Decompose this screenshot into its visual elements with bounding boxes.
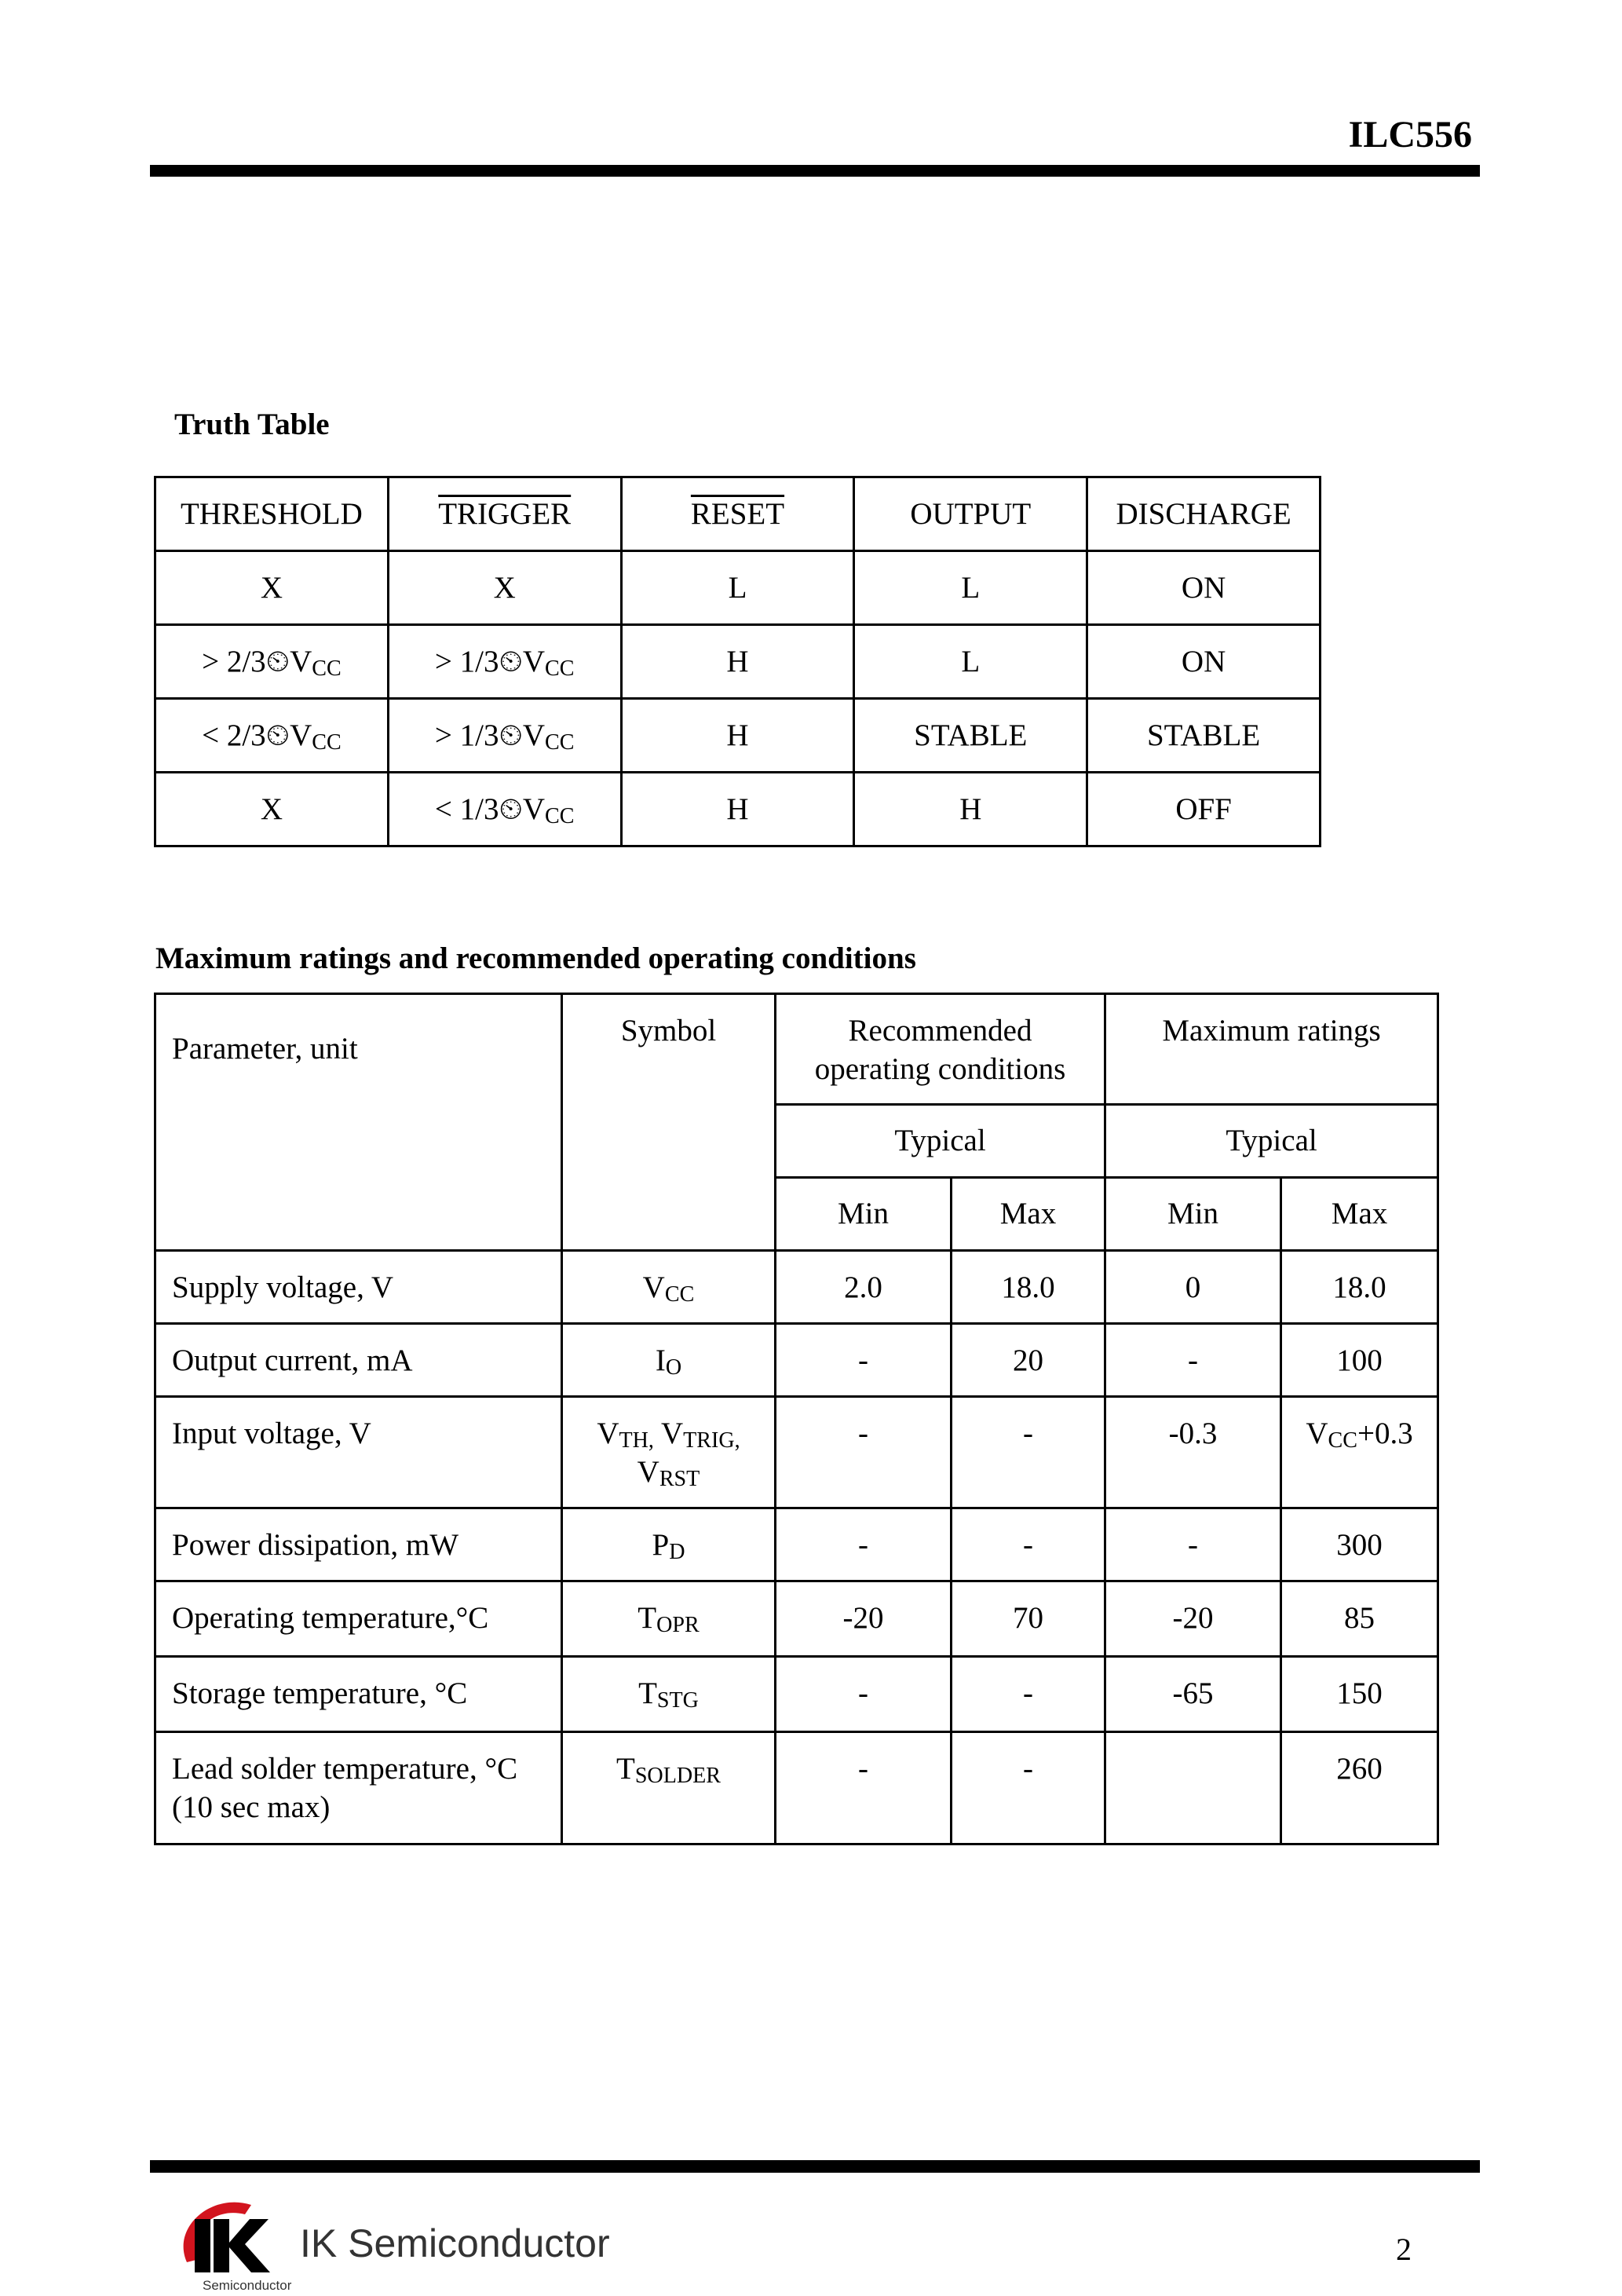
max-max-subscript: CC bbox=[1328, 1428, 1357, 1453]
header-maximum: Maximum ratings bbox=[1105, 994, 1438, 1105]
rec-min-cell: - bbox=[776, 1732, 952, 1844]
logo-i-glyph bbox=[195, 2219, 210, 2272]
max-min-cell: -65 bbox=[1105, 1657, 1281, 1732]
header-maximum-typical: Typical bbox=[1105, 1105, 1438, 1178]
rec-min-cell: - bbox=[776, 1397, 952, 1508]
parameter-line: (10 sec max) bbox=[172, 1790, 331, 1824]
reset-cell: H bbox=[621, 699, 854, 773]
threshold-cell bbox=[155, 625, 389, 699]
rec-max-cell: 20 bbox=[952, 1324, 1105, 1397]
symbol-cell bbox=[562, 1251, 776, 1324]
header-reset bbox=[621, 477, 854, 551]
symbol-subscript: TRIG, bbox=[683, 1428, 740, 1453]
table-row bbox=[155, 1251, 1438, 1324]
symbol-subscript: OPR bbox=[656, 1613, 700, 1638]
parameter-cell: Supply voltage, V bbox=[155, 1251, 562, 1324]
header-discharge: DISCHARGE bbox=[1087, 477, 1321, 551]
parameter-cell: Output current, mA bbox=[155, 1324, 562, 1397]
header-parameter: Parameter, unit bbox=[155, 994, 562, 1251]
symbol-value: V bbox=[653, 1417, 684, 1450]
symbol-cell bbox=[562, 1732, 776, 1844]
table-row bbox=[155, 699, 1321, 773]
header-recommended-typical: Typical bbox=[776, 1105, 1105, 1178]
symbol-value: V bbox=[637, 1454, 659, 1489]
symbol-value: T bbox=[616, 1752, 635, 1786]
parameter-cell: Operating temperature,°C bbox=[155, 1581, 562, 1657]
symbol-value: V bbox=[642, 1270, 665, 1304]
header-output: OUTPUT bbox=[854, 477, 1087, 551]
max-max-cell: 85 bbox=[1281, 1581, 1438, 1657]
logo-wordmark: IK Semiconductor bbox=[300, 2221, 610, 2265]
symbol-subscript: O bbox=[665, 1355, 682, 1380]
threshold-cell: X bbox=[155, 773, 389, 846]
max-max-cell: 260 bbox=[1281, 1732, 1438, 1844]
threshold-subscript: CC bbox=[312, 656, 342, 682]
parameter-cell bbox=[155, 1732, 562, 1844]
logo-k-glyph bbox=[214, 2219, 270, 2272]
trigger-cell bbox=[388, 773, 621, 846]
max-min-cell: - bbox=[1105, 1508, 1281, 1581]
rec-max-cell: - bbox=[952, 1657, 1105, 1732]
max-min-cell: -0.3 bbox=[1105, 1397, 1281, 1508]
parameter-cell: Input voltage, V bbox=[155, 1397, 562, 1508]
threshold-value: > 2/3⏲V bbox=[202, 645, 312, 678]
symbol-subscript: SOLDER bbox=[634, 1764, 721, 1789]
table-row bbox=[155, 1657, 1438, 1732]
table-row bbox=[155, 1508, 1438, 1581]
trigger-subscript: CC bbox=[545, 804, 575, 829]
trigger-value: < 1/3⏲V bbox=[434, 792, 546, 826]
rec-min-cell: -20 bbox=[776, 1581, 952, 1657]
max-max-cell: 18.0 bbox=[1281, 1251, 1438, 1324]
page-number: 2 bbox=[1396, 2232, 1412, 2267]
parameter-line: Lead solder temperature, °C bbox=[172, 1752, 518, 1786]
parameter-cell: Power dissipation, mW bbox=[155, 1508, 562, 1581]
discharge-cell: STABLE bbox=[1087, 699, 1321, 773]
table-row bbox=[155, 551, 1321, 625]
threshold-subscript: CC bbox=[312, 730, 342, 755]
table-row bbox=[155, 625, 1321, 699]
trigger-value: > 1/3⏲V bbox=[434, 718, 546, 752]
max-max-cell bbox=[1281, 1397, 1438, 1508]
trigger-value: > 1/3⏲V bbox=[434, 645, 546, 678]
symbol-cell bbox=[562, 1397, 776, 1508]
trigger-cell bbox=[388, 699, 621, 773]
trigger-cell bbox=[388, 625, 621, 699]
max-max-base: V bbox=[1306, 1417, 1328, 1450]
header-max-min: Min bbox=[1105, 1178, 1281, 1251]
output-cell: STABLE bbox=[854, 699, 1087, 773]
discharge-cell: OFF bbox=[1087, 773, 1321, 846]
table-row bbox=[155, 1581, 1438, 1657]
trigger-subscript: CC bbox=[545, 656, 575, 682]
rec-min-cell: 2.0 bbox=[776, 1251, 952, 1324]
truth-table bbox=[154, 476, 1321, 847]
header-reset-label: RESET bbox=[690, 497, 785, 531]
header-rec-min: Min bbox=[776, 1178, 952, 1251]
max-min-cell: - bbox=[1105, 1324, 1281, 1397]
reset-cell: H bbox=[621, 625, 854, 699]
trigger-cell: X bbox=[388, 551, 621, 625]
rec-min-cell: - bbox=[776, 1657, 952, 1732]
discharge-cell: ON bbox=[1087, 625, 1321, 699]
header-trigger-label: TRIGGER bbox=[438, 497, 572, 531]
output-cell: H bbox=[854, 773, 1087, 846]
symbol-value: V bbox=[597, 1417, 619, 1450]
parameter-cell: Storage temperature, °C bbox=[155, 1657, 562, 1732]
rec-max-cell: - bbox=[952, 1732, 1105, 1844]
trigger-subscript: CC bbox=[545, 730, 575, 755]
truth-table-header-row bbox=[155, 477, 1321, 551]
max-max-cell: 100 bbox=[1281, 1324, 1438, 1397]
max-max-cell: 150 bbox=[1281, 1657, 1438, 1732]
document-part-number: ILC556 bbox=[1348, 114, 1472, 155]
rec-min-cell: - bbox=[776, 1324, 952, 1397]
symbol-cell bbox=[562, 1508, 776, 1581]
max-min-cell: 0 bbox=[1105, 1251, 1281, 1324]
header-threshold: THRESHOLD bbox=[155, 477, 389, 551]
rec-max-cell: - bbox=[952, 1397, 1105, 1508]
max-min-cell: -20 bbox=[1105, 1581, 1281, 1657]
ratings-table bbox=[154, 993, 1439, 1845]
symbol-value: P bbox=[652, 1528, 670, 1562]
header-rule bbox=[150, 165, 1480, 177]
ik-semiconductor-logo bbox=[165, 2188, 616, 2294]
rec-max-cell: 70 bbox=[952, 1581, 1105, 1657]
discharge-cell: ON bbox=[1087, 551, 1321, 625]
symbol-cell bbox=[562, 1581, 776, 1657]
rec-min-cell: - bbox=[776, 1508, 952, 1581]
symbol-subscript: CC bbox=[664, 1282, 695, 1307]
ratings-table-title: Maximum ratings and recommended operating conditions bbox=[155, 941, 916, 975]
header-rec-max: Max bbox=[952, 1178, 1105, 1251]
logo-subtext: Semiconductor bbox=[203, 2278, 292, 2293]
ratings-header-row bbox=[155, 994, 1438, 1105]
truth-table-title: Truth Table bbox=[174, 408, 330, 441]
output-cell: L bbox=[854, 625, 1087, 699]
header-recommended: Recommended operating conditions bbox=[776, 994, 1105, 1105]
symbol-cell bbox=[562, 1324, 776, 1397]
header-trigger bbox=[388, 477, 621, 551]
max-min-cell bbox=[1105, 1732, 1281, 1844]
reset-cell: H bbox=[621, 773, 854, 846]
symbol-value: T bbox=[638, 1676, 657, 1710]
symbol-subscript: STG bbox=[656, 1688, 699, 1713]
table-row bbox=[155, 1732, 1438, 1844]
threshold-cell: X bbox=[155, 551, 389, 625]
table-row bbox=[155, 773, 1321, 846]
rec-max-cell: 18.0 bbox=[952, 1251, 1105, 1324]
symbol-value: T bbox=[637, 1601, 657, 1635]
max-max-cell: 300 bbox=[1281, 1508, 1438, 1581]
max-max-tail: +0.3 bbox=[1357, 1417, 1413, 1450]
threshold-cell bbox=[155, 699, 389, 773]
rec-max-cell: - bbox=[952, 1508, 1105, 1581]
footer-rule bbox=[150, 2160, 1480, 2173]
output-cell: L bbox=[854, 551, 1087, 625]
symbol-subscript: RST bbox=[659, 1466, 700, 1491]
symbol-value: I bbox=[655, 1344, 666, 1377]
symbol-subscript: D bbox=[669, 1540, 685, 1565]
symbol-subscript: TH, bbox=[619, 1428, 654, 1453]
reset-cell: L bbox=[621, 551, 854, 625]
header-symbol: Symbol bbox=[562, 994, 776, 1251]
table-row bbox=[155, 1397, 1438, 1508]
header-max-max: Max bbox=[1281, 1178, 1438, 1251]
threshold-value: < 2/3⏲V bbox=[202, 718, 312, 752]
symbol-cell bbox=[562, 1657, 776, 1732]
table-row bbox=[155, 1324, 1438, 1397]
